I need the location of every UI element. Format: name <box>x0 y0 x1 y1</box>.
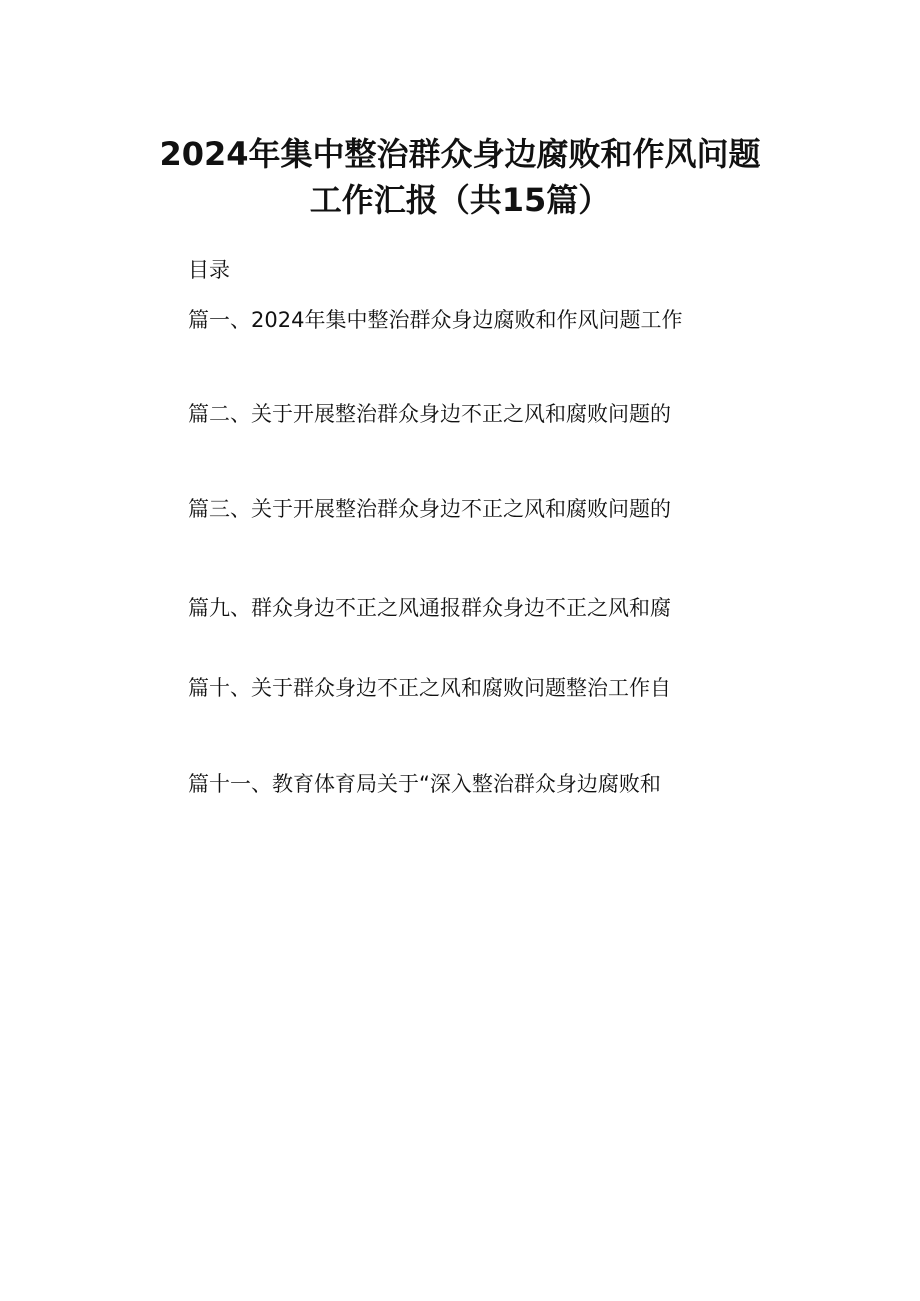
toc-entry-6[interactable]: 篇十一、教育体育局关于“深入整治群众身边腐败和 <box>188 772 661 796</box>
toc-entry-1[interactable]: 篇一、2024年集中整治群众身边腐败和作风问题工作 <box>188 308 683 332</box>
toc-entry-3[interactable]: 篇三、关于开展整治群众身边不正之风和腐败问题的 <box>188 497 671 521</box>
document-title-line-2: 工作汇报（共15篇） <box>309 181 611 219</box>
toc-entry-4[interactable]: 篇九、群众身边不正之风通报群众身边不正之风和腐 <box>188 596 671 620</box>
toc-entry-2[interactable]: 篇二、关于开展整治群众身边不正之风和腐败问题的 <box>188 402 671 426</box>
document-title-line-1: 2024年集中整治群众身边腐败和作风问题 <box>159 135 761 173</box>
toc-entry-5[interactable]: 篇十、关于群众身边不正之风和腐败问题整治工作自 <box>188 676 671 700</box>
toc-heading: 目录 <box>188 258 230 282</box>
